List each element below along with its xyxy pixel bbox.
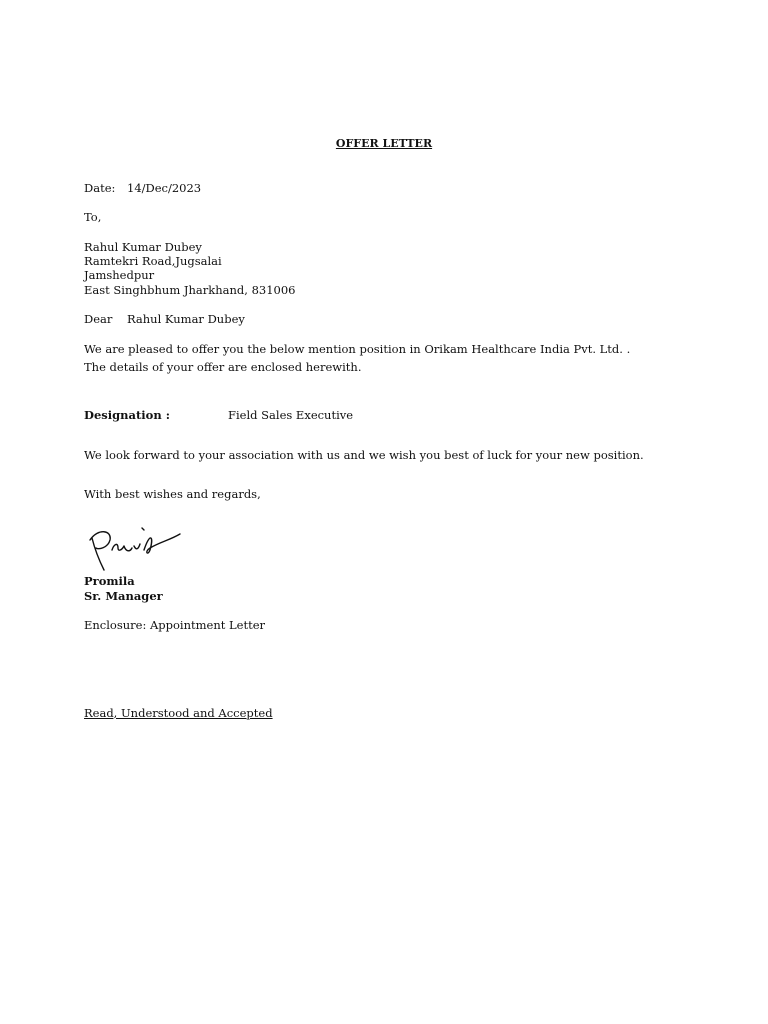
signature-image bbox=[84, 520, 184, 578]
date-label: Date: bbox=[84, 181, 116, 195]
date-value: 14/Dec/2023 bbox=[127, 181, 202, 195]
designation-row bbox=[84, 408, 354, 423]
acceptance-line: Read, Understood and Accepted bbox=[84, 706, 273, 720]
closing-line: We look forward to your association with us and we wish you best of luck for your new position. bbox=[84, 448, 644, 462]
salutation-row bbox=[84, 312, 245, 327]
designation-value: Field Sales Executive bbox=[228, 408, 354, 422]
designation-label: Designation : bbox=[84, 408, 170, 422]
body-line-2: The details of your offer are enclosed herewith. bbox=[84, 360, 362, 374]
address-line-city: Jamshedpur bbox=[84, 268, 155, 282]
address-line-name: Rahul Kumar Dubey bbox=[84, 240, 202, 254]
dear-name: Rahul Kumar Dubey bbox=[127, 312, 245, 326]
body-line-1: We are pleased to offer you the below mention position in Orikam Healthcare India Pvt. Ltd. . bbox=[84, 342, 631, 356]
dear-label: Dear bbox=[84, 312, 113, 326]
to-label: To, bbox=[84, 210, 102, 224]
address-line-street: Ramtekri Road,Jugsalai bbox=[84, 254, 222, 268]
regards-line: With best wishes and regards, bbox=[84, 487, 261, 501]
enclosure-line: Enclosure: Appointment Letter bbox=[84, 618, 266, 632]
date-row bbox=[84, 181, 202, 196]
address-line-region: East Singhbhum Jharkhand, 831006 bbox=[84, 283, 296, 297]
letter-title: OFFER LETTER bbox=[335, 137, 433, 150]
signatory-title: Sr. Manager bbox=[84, 589, 163, 603]
signatory-name: Promila bbox=[84, 574, 135, 588]
